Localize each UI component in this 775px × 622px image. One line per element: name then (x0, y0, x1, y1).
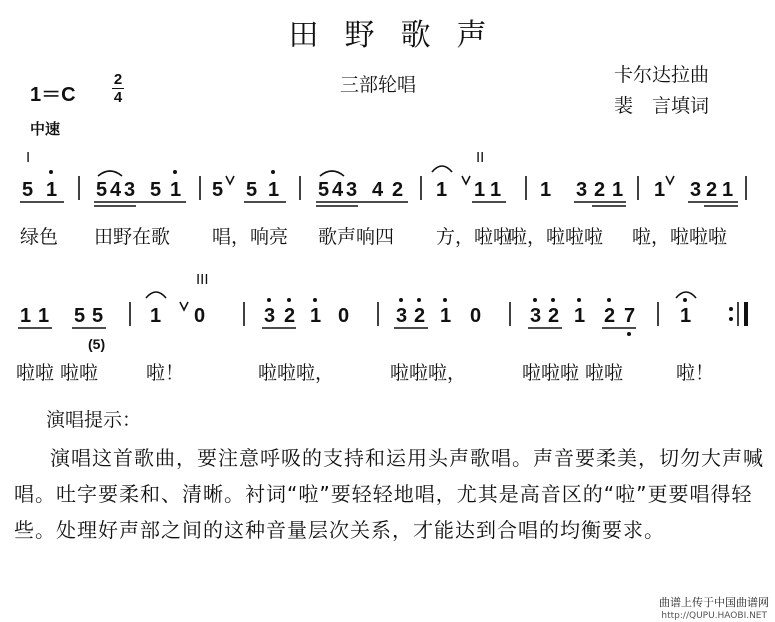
note: 2 (392, 179, 404, 201)
breath-mark (180, 302, 188, 310)
note: 3 (264, 305, 276, 327)
octave-dot (313, 298, 317, 302)
fermata (146, 292, 166, 298)
note: 7 (624, 305, 636, 327)
fermata (676, 292, 696, 298)
note: 4 (110, 179, 122, 201)
song-title: 田野歌声 (288, 18, 513, 53)
fermata (432, 166, 452, 172)
octave-dot (267, 298, 271, 302)
lyric: 唱，响亮 (212, 226, 289, 248)
lyric: 绿色 (20, 226, 59, 248)
note: 2 (414, 305, 426, 327)
note: 4 (332, 179, 344, 201)
octave-dot (271, 170, 275, 174)
part-mark-2: II (476, 149, 485, 166)
lyricist-credit: 裴 言填词 (614, 95, 710, 117)
note: 5 (246, 179, 258, 201)
note: 3 (396, 305, 408, 327)
lyric: 啦！ (676, 362, 715, 384)
note: 2 (706, 179, 718, 201)
note: 1 (310, 305, 322, 327)
part-mark-3: III (196, 271, 209, 288)
octave-dot (683, 298, 687, 302)
octave-dot (49, 170, 53, 174)
slur (98, 171, 122, 176)
note: 5 (318, 179, 330, 201)
octave-dot (627, 332, 631, 336)
note: 3 (346, 179, 358, 201)
breath-mark (666, 176, 674, 184)
tempo-marking: 中速 (30, 120, 61, 138)
octave-dot (607, 298, 611, 302)
watermark-url: http://QUPU.HAOBI.NET (661, 611, 767, 621)
note: 0 (470, 305, 482, 327)
note: 1 (436, 179, 448, 201)
octave-dot (417, 298, 421, 302)
octave-dot (533, 298, 537, 302)
lyric: 啦，啦啦啦 (632, 226, 728, 248)
note: 0 (194, 305, 206, 327)
note: 5 (212, 179, 224, 201)
note: 3 (124, 179, 136, 201)
note: 3 (576, 179, 588, 201)
note: 1 (268, 179, 280, 201)
note: 5 (150, 179, 162, 201)
note: 1 (440, 305, 452, 327)
time-signature-top: 2 (113, 71, 123, 88)
breath-mark (462, 176, 470, 184)
lyric: 方，啦啦 (436, 226, 513, 248)
lyric: 啦啦 啦啦 (16, 362, 99, 384)
lyric: 啦！ (146, 362, 185, 384)
alternate-note: (5) (88, 336, 106, 352)
note: 1 (490, 179, 502, 201)
note: 1 (170, 179, 182, 201)
note: 3 (690, 179, 702, 201)
note: 2 (284, 305, 296, 327)
note: 1 (474, 179, 486, 201)
octave-dot (577, 298, 581, 302)
note: 4 (372, 179, 384, 201)
repeat-dot (729, 307, 733, 311)
note: 1 (574, 305, 586, 327)
lyric: 啦啦啦， (258, 362, 335, 384)
note: 2 (604, 305, 616, 327)
note: 2 (594, 179, 606, 201)
note: 1 (150, 305, 162, 327)
tips-body: 演唱这首歌曲，要注意呼吸的支持和运用头声歌唱。声音要柔美，切勿大声喊唱。吐字要柔和、清晰。衬词“啦”要轻轻地唱，尤其是高音区的“啦”更要唱得轻些。处理好声部之间的这种音量层次关系，才能达到合唱的均衡要求。 (14, 446, 764, 542)
slur (320, 171, 344, 176)
tips-heading: 演唱提示： (46, 409, 142, 431)
lyric: 歌声响四 (318, 226, 395, 248)
note: 1 (680, 305, 692, 327)
lyric: 田野在歌 (94, 226, 171, 248)
note: 5 (92, 305, 104, 327)
note: 5 (96, 179, 108, 201)
performance-note: 三部轮唱 (340, 74, 417, 96)
lyric: 啦啦啦， (390, 362, 467, 384)
composer-credit: 卡尔达拉曲 (614, 64, 710, 86)
note: 3 (530, 305, 542, 327)
breath-mark (226, 176, 234, 184)
note: 1 (654, 179, 666, 201)
note: 1 (722, 179, 734, 201)
note: 2 (548, 305, 560, 327)
note: 1 (38, 305, 50, 327)
part-mark-1: I (26, 149, 31, 166)
note: 5 (74, 305, 86, 327)
note: 1 (20, 305, 32, 327)
octave-dot (399, 298, 403, 302)
octave-dot (287, 298, 291, 302)
octave-dot (173, 170, 177, 174)
note: 1 (540, 179, 552, 201)
watermark-text: 曲谱上传于中国曲谱网 (659, 596, 769, 609)
time-signature-bottom: 4 (113, 89, 123, 106)
note: 5 (22, 179, 34, 201)
lyric: 啦，啦啦啦 (508, 226, 604, 248)
lyric: 啦啦啦 啦啦 (522, 362, 624, 384)
note: 1 (612, 179, 624, 201)
note: 1 (46, 179, 58, 201)
octave-dot (443, 298, 447, 302)
key-signature: 1＝C (30, 84, 76, 106)
note: 0 (338, 305, 350, 327)
octave-dot (551, 298, 555, 302)
repeat-dot (729, 317, 733, 321)
